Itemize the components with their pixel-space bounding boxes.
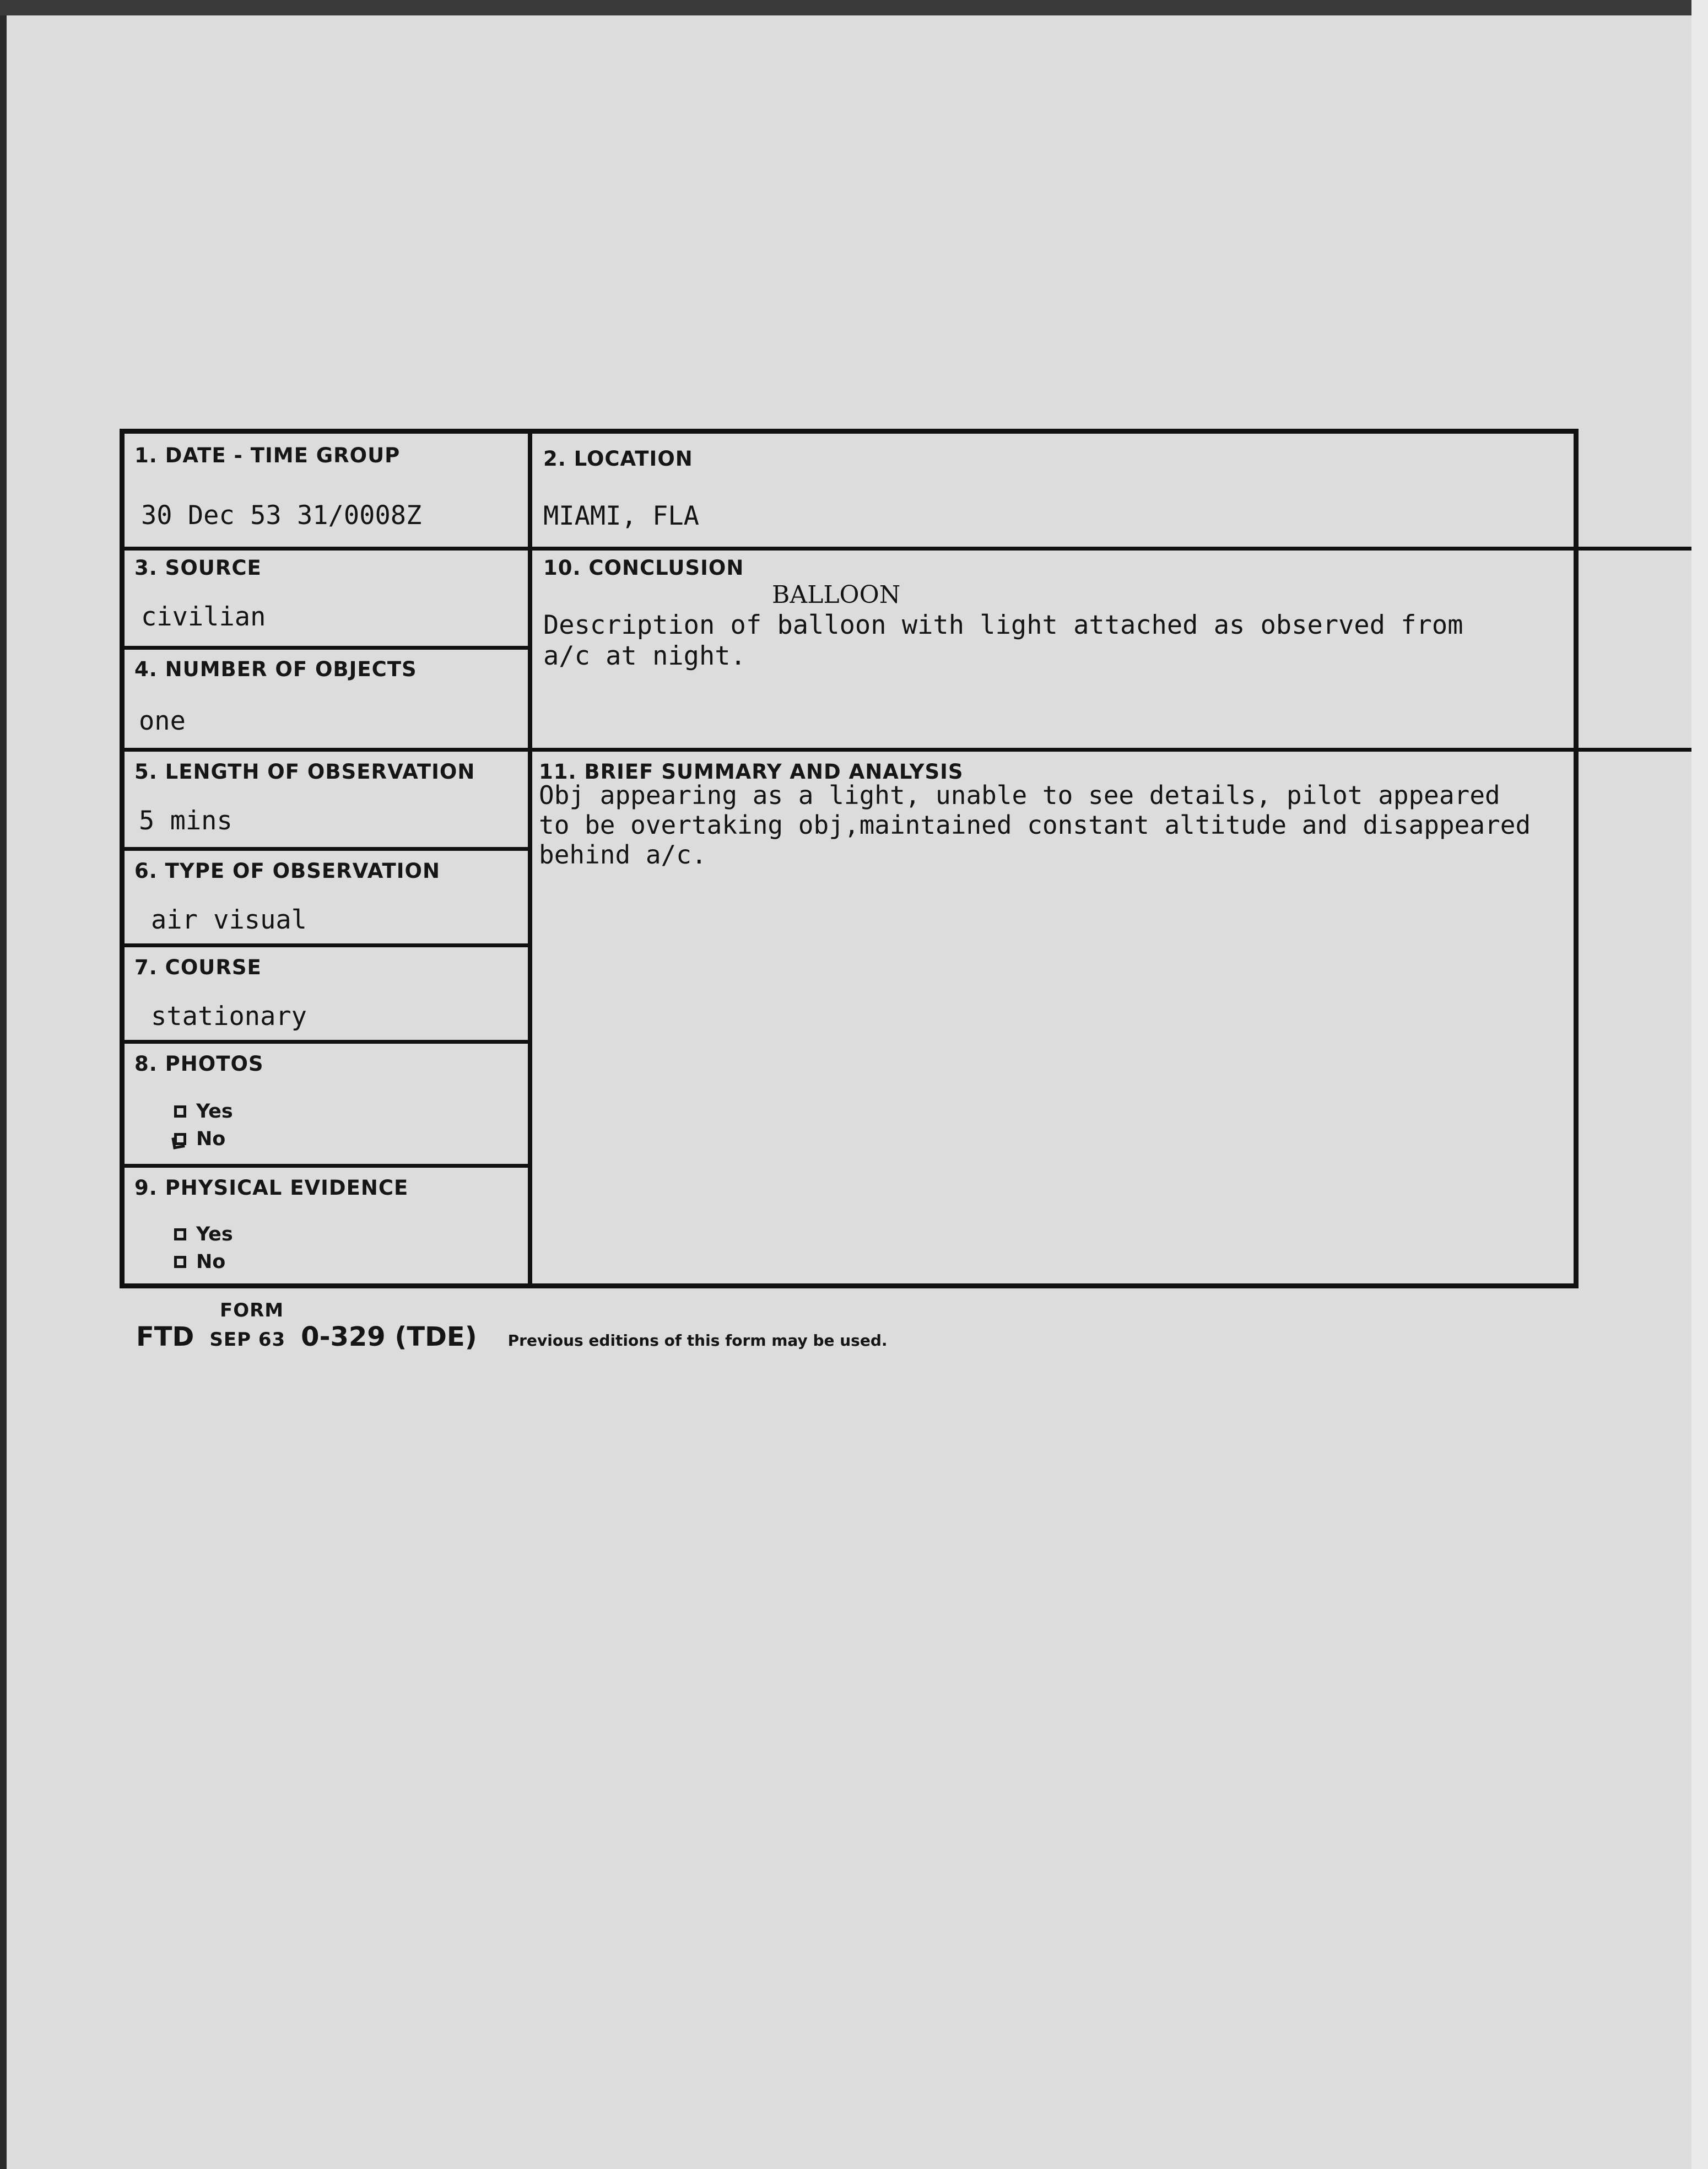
field-label: 1. DATE - TIME GROUP [134, 444, 401, 467]
checkbox[interactable] [174, 1228, 186, 1240]
form-word: FORM [220, 1299, 284, 1321]
form-footer [136, 1299, 888, 1352]
field-conclusion [543, 556, 1568, 743]
field-course [134, 956, 520, 1038]
field-label: 10. CONCLUSION [543, 556, 744, 580]
field-label: 6. TYPE OF OBSERVATION [134, 859, 440, 883]
conclusion-heading: BALLOON [772, 581, 901, 609]
field-label: 2. LOCATION [543, 447, 693, 471]
divider [125, 547, 1691, 551]
checkbox[interactable] [174, 1105, 186, 1118]
field-label: 7. COURSE [134, 956, 262, 979]
field-source [134, 556, 520, 644]
photos-no-option[interactable] [174, 1125, 520, 1153]
divider [125, 748, 1691, 752]
form-agency: FTD [136, 1321, 194, 1352]
evidence-no-option[interactable] [174, 1248, 520, 1276]
field-summary-analysis [539, 760, 1569, 1256]
divider [125, 1164, 532, 1168]
field-label: 5. LENGTH OF OBSERVATION [134, 760, 475, 784]
report-form [120, 429, 1579, 1288]
field-value: civilian [141, 602, 266, 632]
field-value: 30 Dec 53 31/0008Z [141, 500, 422, 531]
field-date-time [134, 444, 520, 546]
field-number-of-objects [134, 657, 520, 746]
option-label: Yes [196, 1223, 233, 1245]
divider [125, 1040, 532, 1044]
photos-yes-option[interactable] [174, 1098, 520, 1125]
field-value: MIAMI, FLA [543, 501, 699, 531]
field-value: air visual [151, 905, 307, 935]
field-value: 5 mins [139, 806, 233, 836]
scan-right-edge [1691, 0, 1708, 2169]
field-value: one [139, 706, 186, 736]
checkbox-checked[interactable] [174, 1133, 186, 1145]
field-label: 8. PHOTOS [134, 1052, 264, 1076]
option-label: Yes [196, 1100, 233, 1123]
field-location [543, 447, 1535, 546]
column-divider [528, 434, 532, 1283]
field-label: 11. BRIEF SUMMARY AND ANALYSIS [539, 760, 964, 784]
form-date: SEP 63 [209, 1329, 286, 1351]
divider [125, 847, 532, 851]
option-label: No [196, 1128, 226, 1150]
field-physical-evidence [134, 1176, 520, 1286]
option-label: No [196, 1251, 226, 1273]
evidence-yes-option[interactable] [174, 1221, 520, 1248]
form-code: 0-329 (TDE) [301, 1321, 477, 1352]
summary-text: Obj appearing as a light, unable to see details, pilot appeared to be overtaking obj,maintained constant altitude and disappeared behind a/c. [539, 780, 1531, 870]
field-label: 3. SOURCE [134, 556, 262, 580]
scan-top-edge [0, 0, 1708, 15]
divider [125, 943, 532, 947]
field-label: 9. PHYSICAL EVIDENCE [134, 1176, 409, 1200]
field-length-of-observation [134, 760, 520, 845]
field-value: stationary [151, 1001, 307, 1032]
field-type-of-observation [134, 859, 520, 942]
field-photos [134, 1052, 520, 1162]
checkbox[interactable] [174, 1256, 186, 1268]
field-label: 4. NUMBER OF OBJECTS [134, 657, 417, 681]
divider [125, 646, 532, 650]
form-note: Previous editions of this form may be used. [507, 1331, 888, 1350]
conclusion-text: Description of balloon with light attached as observed from a/c at night. [543, 610, 1463, 671]
document-page [7, 15, 1691, 2169]
